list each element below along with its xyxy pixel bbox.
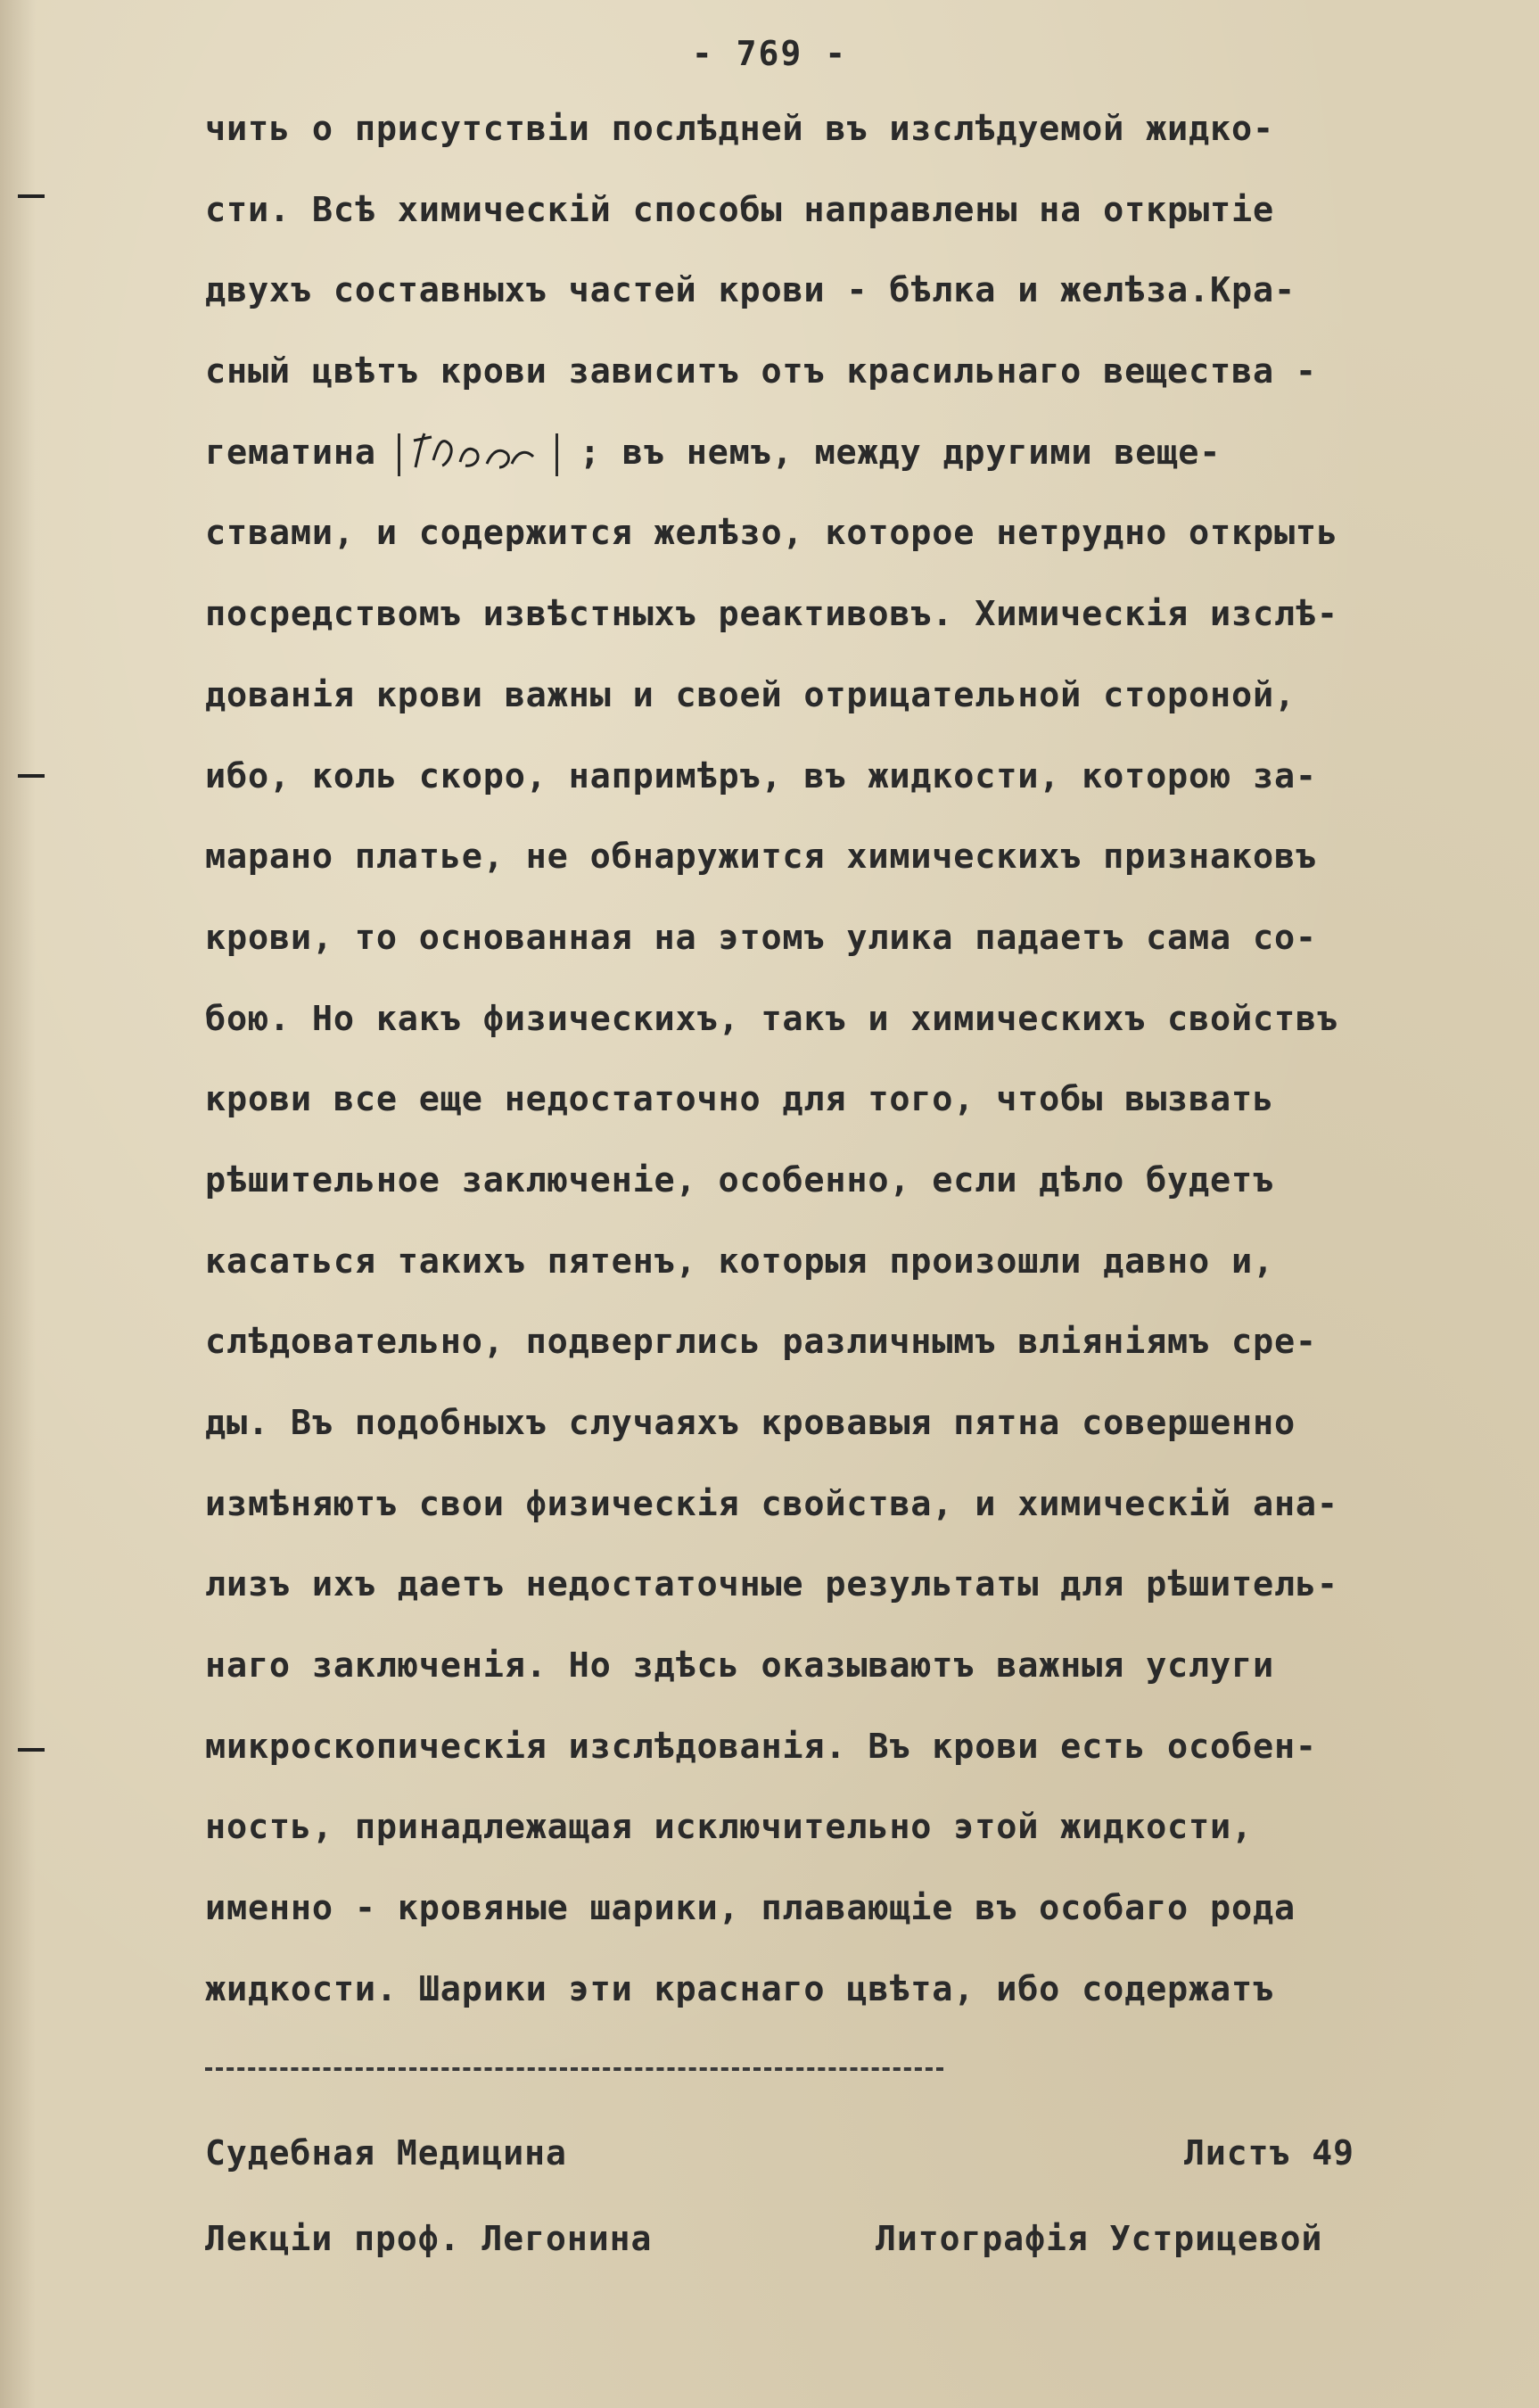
text-line: бою. Но какъ физическихъ, такъ и химическихъ свойствъ [205, 998, 1338, 1039]
footer-sheet-number: Листъ 49 [1184, 2133, 1355, 2173]
text-line: чить о присутствіи послѣдней въ изслѣдуемой жидко- [205, 109, 1274, 149]
text-line: крови все еще недостаточно для того, чтобы вызвать [205, 1079, 1274, 1120]
text-line-with-insert [205, 413, 1525, 494]
margin-tick [18, 1748, 45, 1752]
text-line: марано платье, не обнаружится химическихъ признаковъ [205, 837, 1317, 878]
text-line: рѣшительное заключеніе, особенно, если дѣло будетъ [205, 1159, 1274, 1200]
text-line: жидкости. Шарики эти краснаго цвѣта, ибо содержатъ [205, 1968, 1274, 2009]
text-line: ибо, коль скоро, напримѣръ, въ жидкости, которою за- [205, 755, 1317, 796]
text-line: крови, то основанная на этомъ улика падаетъ сама со- [205, 917, 1317, 958]
text-line: касаться такихъ пятенъ, которыя произошли давно и, [205, 1241, 1274, 1282]
footer-row-2 [205, 2219, 1400, 2258]
text-line: сти. Всѣ химическій способы направлены на открытіе [205, 189, 1274, 230]
footer-row-1 [205, 2133, 1400, 2173]
text-line: измѣняютъ свои физическія свойства, и химическій ана- [205, 1483, 1338, 1524]
body-text [205, 89, 1525, 2031]
margin-tick [18, 774, 45, 778]
text-line: именно - кровяные шарики, плавающіе въ особаго рода [205, 1888, 1296, 1929]
handwritten-insert [398, 432, 558, 476]
text-line: сный цвѣтъ крови зависитъ отъ красильнаго вещества - [205, 351, 1317, 392]
footer-course-title: Судебная Медицина [205, 2133, 567, 2173]
text-line: слѣдовательно, подверглись различнымъ вліяніямъ сре- [205, 1322, 1317, 1363]
text-line: микроскопическія изслѣдованія. Въ крови есть особен- [205, 1726, 1317, 1767]
page-number: - 769 - [691, 34, 848, 73]
footer-lecturer: Лекціи проф. Легонина [205, 2219, 653, 2258]
footer-divider [205, 2067, 943, 2071]
footer-lithography: Литографія Устрицевой [876, 2219, 1323, 2258]
text-line: посредствомъ извѣстныхъ реактивовъ. Химическія изслѣ- [205, 594, 1338, 635]
binding-shadow [0, 0, 36, 2408]
text-line: двухъ составныхъ частей крови - бѣлка и желѣза.Кра- [205, 270, 1296, 311]
text-line: дованія крови важны и своей отрицательной стороной, [205, 674, 1296, 715]
text-line-prefix: гематина [205, 432, 376, 473]
text-line: ность, принадлежащая исключительно этой жидкости, [205, 1807, 1253, 1848]
text-line: ды. Въ подобныхъ случаяхъ кровавыя пятна совершенно [205, 1403, 1296, 1443]
text-line: ствами, и содержится желѣзо, которое нетрудно открыть [205, 513, 1338, 554]
text-line-suffix: ; въ немъ, между другими веще- [579, 432, 1222, 473]
text-line: наго заключенія. Но здѣсь оказываютъ важныя услуги [205, 1645, 1274, 1686]
text-line: лизъ ихъ даетъ недостаточные результаты для рѣшитель- [205, 1564, 1338, 1605]
margin-tick [18, 194, 45, 198]
